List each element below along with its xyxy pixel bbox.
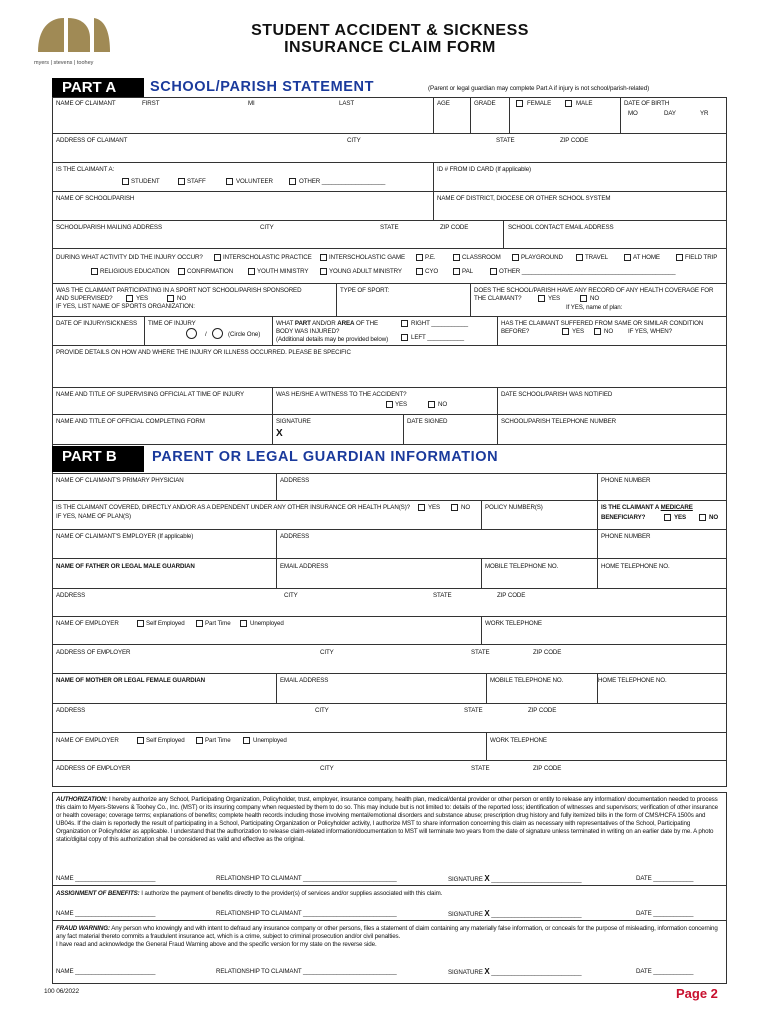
employer-phone-label: PHONE NUMBER [601, 533, 651, 540]
mailing-state-label: STATE [380, 224, 399, 231]
auth-signature-x: X [484, 874, 490, 883]
form-title-line1: STUDENT ACCIDENT & SICKNESS [251, 22, 529, 39]
assign-signature-line: ___________________________ [491, 911, 582, 918]
pal-checkbox[interactable] [453, 268, 460, 275]
sport-yes-label: YES [136, 295, 149, 302]
coverage-label-1: DOES THE SCHOOL/PARISH HAVE ANY RECORD OF ANY HEALTH COVERAGE FOR [474, 287, 714, 294]
part-a-tag: PART A [52, 78, 144, 98]
circle-one-label: (Circle One) [228, 331, 261, 338]
policy-number-label: POLICY NUMBER(S) [485, 504, 543, 511]
slash-label: / [205, 331, 207, 338]
official-label: NAME AND TITLE OF OFFICIAL COMPLETING FORM [56, 418, 205, 425]
fraud-relationship-label: RELATIONSHIP TO CLAIMANT ____________________________ [216, 968, 397, 975]
classroom-checkbox[interactable] [453, 254, 460, 261]
fraud-date-label: DATE ____________ [636, 968, 694, 975]
notified-label: DATE SCHOOL/PARISH WAS NOTIFIED [501, 391, 613, 398]
mailing-address-label: SCHOOL/PARISH MAILING ADDRESS [56, 224, 162, 231]
mother-city-label: CITY [315, 707, 329, 714]
sport-label-3: IF YES, LIST NAME OF SPORTS ORGANIZATION: [56, 303, 195, 310]
father-employer-state-label: STATE [471, 649, 490, 656]
part-b-tag: PART B [52, 446, 144, 472]
page-number: Page 2 [676, 986, 718, 1001]
mother-work-phone-label: WORK TELEPHONE [490, 737, 547, 744]
mother-address-label: ADDRESS [56, 707, 86, 714]
pe-checkbox[interactable] [416, 254, 423, 261]
mother-employer-label: NAME OF EMPLOYER [56, 737, 119, 744]
volunteer-label: VOLUNTEER [236, 178, 273, 185]
travel-label: TRAVEL [585, 254, 609, 261]
same-no-checkbox[interactable] [594, 328, 601, 335]
state-label: STATE [496, 137, 515, 144]
first-label: FIRST [142, 100, 160, 107]
body-part-ofthe: OF THE [356, 320, 378, 327]
district-label: NAME OF DISTRICT, DIOCESE OR OTHER SCHOOL SYSTEM [437, 195, 611, 202]
other-label: OTHER ___________________ [299, 178, 386, 185]
body-part-part: PART [294, 320, 311, 327]
auth-name-label: NAME ________________________ [56, 875, 156, 882]
claimant-name-label: NAME OF CLAIMANT [56, 100, 116, 107]
coverage-label-2: THE CLAIMANT? [474, 295, 522, 302]
other-checkbox[interactable] [289, 178, 296, 185]
staff-checkbox[interactable] [178, 178, 185, 185]
assignment-paragraph [56, 890, 722, 898]
assignment-head: ASSIGNMENT OF BENEFITS: [56, 890, 140, 897]
physician-address-label: ADDRESS [280, 477, 310, 484]
witness-no-label: NO [438, 401, 448, 408]
fraud-signature-x: X [484, 967, 490, 976]
same-when-label: IF YES, WHEN? [628, 328, 672, 335]
inter-game-label: INTERSCHOLASTIC GAME [329, 254, 406, 261]
auth-signature-line: ___________________________ [491, 876, 582, 883]
city-label: CITY [347, 137, 361, 144]
mother-employer-zip-label: ZIP CODE [533, 765, 562, 772]
sport-no-label: NO [177, 295, 187, 302]
form-title [180, 22, 600, 56]
young-adult-checkbox[interactable] [320, 268, 327, 275]
body-part-andor: AND/OR [312, 320, 336, 327]
female-label: FEMALE [527, 100, 552, 107]
father-mobile-label: MOBILE TELEPHONE NO. [485, 563, 559, 570]
inter-game-checkbox[interactable] [320, 254, 327, 261]
medicare-no-checkbox[interactable] [699, 514, 706, 521]
medicare-word: MEDICARE [660, 504, 693, 511]
mo-label: MO [628, 110, 638, 117]
female-checkbox[interactable] [516, 100, 523, 107]
form-title-line2: INSURANCE CLAIM FORM [284, 39, 496, 56]
at-home-checkbox[interactable] [624, 254, 631, 261]
school-phone-label: SCHOOL/PARISH TELEPHONE NUMBER [501, 418, 617, 425]
grade-label: GRADE [474, 100, 496, 107]
mi-label: MI [248, 100, 255, 107]
day-label: DAY [664, 110, 676, 117]
yr-label: YR [700, 110, 709, 117]
fraud-signature-text: SIGNATURE [448, 969, 483, 976]
father-address-label: ADDRESS [56, 592, 86, 599]
sport-yes-checkbox[interactable] [126, 295, 133, 302]
left-label: LEFT ___________ [411, 334, 464, 341]
father-employer-label: NAME OF EMPLOYER [56, 620, 119, 627]
coverage-label-3: If YES, name of plan: [566, 304, 623, 311]
injury-time-label: TIME OF INJURY [148, 320, 196, 327]
same-yes-checkbox[interactable] [562, 328, 569, 335]
confirmation-label: CONFIRMATION [187, 268, 234, 275]
left-checkbox[interactable] [401, 334, 408, 341]
medicare-yes-checkbox[interactable] [664, 514, 671, 521]
coverage-yes-checkbox[interactable] [538, 295, 545, 302]
medicare-yes-label: YES [674, 514, 687, 521]
mother-part-checkbox[interactable] [196, 737, 203, 744]
claimant-address-label: ADDRESS OF CLAIMANT [56, 137, 128, 144]
assignment-text: I authorize the payment of benefits directly to the provider(s) of services and/or supplies associated with this claim. [141, 890, 443, 897]
pm-circle-icon[interactable] [212, 328, 223, 339]
inter-practice-checkbox[interactable] [214, 254, 221, 261]
medicare-label-1 [601, 504, 693, 511]
father-employer-address-label: ADDRESS OF EMPLOYER [56, 649, 131, 656]
father-self-label: Self Employed [146, 620, 185, 627]
activity-other-label: OTHER ______________________________________________ [499, 268, 676, 275]
employer-address-label: ADDRESS [280, 533, 310, 540]
authorization-text: I hereby authorize any School, Participating Organization, Policyholder, trust, employer, insurance company, health plan, medical/dental provider or other person or entity to release any information/ documentation needed to process this claim to Myers-Stevens & Toohey Co., Inc. (MST) or its insuring company when requested by them to do so. This may include but is not limited to: details of the reported loss; identification of witnesses and supervisors; verification of other insurance or health coverage; coverage terms; explanations of benefits; complete health records including those involving mental/emotional disorders and substance abuse; prescription drug history and fully itemized bills in the form of CMS/HCFA 1500s and UB04s. If the claim is reportedly the result of participating in a School, Participating Organization or Policyholder activity, I authorize MST to share information concerning this claim as necessary with representatives of the School, Participating Organization or Policyholder as applicable. I understand that the authorization to release claim-related information/documentation to MST will terminate two years from the date of signature unless terminated in writing on an earlier date by me. A photo static/digital copy of this authorization shall be considered as valid and effective as the original. [56, 796, 718, 843]
covered-yes-label: YES [428, 504, 441, 511]
sport-no-checkbox[interactable] [167, 295, 174, 302]
male-label: MALE [576, 100, 593, 107]
employer-label: NAME OF CLAIMANT'S EMPLOYER (If applicable) [56, 533, 194, 540]
father-unemployed-label: Unemployed [250, 620, 284, 627]
logo-text: myers | stevens | toohey [34, 60, 94, 66]
at-home-label: AT HOME [633, 254, 660, 261]
assign-signature-text: SIGNATURE [448, 911, 483, 918]
covered-label-2: IF YES, NAME OF PLAN(S) [56, 513, 131, 520]
fraud-signature-label [448, 968, 581, 976]
right-label: RIGHT ___________ [411, 320, 469, 327]
mother-employer-address-label: ADDRESS OF EMPLOYER [56, 765, 131, 772]
same-yes-label: YES [572, 328, 585, 335]
is-claimant-label: IS THE CLAIMANT A: [56, 166, 115, 173]
details-label: PROVIDE DETAILS ON HOW AND WHERE THE INJURY OR ILLNESS OCCURRED. PLEASE BE SPECIFIC [56, 349, 351, 356]
mother-unemployed-label: Unemployed [253, 737, 287, 744]
signature-label: SIGNATURE [276, 418, 311, 425]
part-b-title: PARENT OR LEGAL GUARDIAN INFORMATION [152, 449, 499, 465]
fraud-name-label: NAME ________________________ [56, 968, 156, 975]
cyo-checkbox[interactable] [416, 268, 423, 275]
field-trip-checkbox[interactable] [676, 254, 683, 261]
mother-name-label: NAME OF MOTHER OR LEGAL FEMALE GUARDIAN [56, 677, 205, 684]
religious-checkbox[interactable] [91, 268, 98, 275]
confirmation-checkbox[interactable] [178, 268, 185, 275]
fraud-signature-line: ___________________________ [491, 969, 582, 976]
playground-checkbox[interactable] [512, 254, 519, 261]
date-signed-label: DATE SIGNED [407, 418, 448, 425]
volunteer-checkbox[interactable] [226, 178, 233, 185]
father-zip-label: ZIP CODE [497, 592, 526, 599]
mother-self-label: Self Employed [146, 737, 185, 744]
staff-label: STAFF [187, 178, 206, 185]
body-part-label-2: BODY WAS INJURED? [276, 328, 340, 335]
logo [34, 12, 114, 64]
same-condition-label-2: BEFORE? [501, 328, 530, 335]
body-part-label-3: (Additional details may be provided below) [276, 336, 389, 343]
last-label: LAST [339, 100, 355, 107]
school-name-label: NAME OF SCHOOL/PARISH [56, 195, 135, 202]
injury-date-label: DATE OF INJURY/SICKNESS [56, 320, 138, 327]
auth-signature-label [448, 875, 581, 883]
father-self-checkbox[interactable] [137, 620, 144, 627]
covered-yes-checkbox[interactable] [418, 504, 425, 511]
activity-other-checkbox[interactable] [490, 268, 497, 275]
inter-practice-label: INTERSCHOLASTIC PRACTICE [223, 254, 312, 261]
age-label: AGE [437, 100, 450, 107]
physician-phone-label: PHONE NUMBER [601, 477, 651, 484]
mother-mobile-label: MOBILE TELEPHONE NO. [490, 677, 564, 684]
authorization-head: AUTHORIZATION: [56, 796, 108, 803]
field-trip-label: FIELD TRIP [685, 254, 718, 261]
body-part-area: AREA [337, 320, 355, 327]
male-checkbox[interactable] [565, 100, 572, 107]
pal-label: PAL [462, 268, 473, 275]
part-a-title: SCHOOL/PARISH STATEMENT [150, 79, 375, 95]
youth-label: YOUTH MINISTRY [257, 268, 309, 275]
auth-signature-text: SIGNATURE [448, 876, 483, 883]
authorization-paragraph [56, 796, 722, 844]
assign-relationship-label: RELATIONSHIP TO CLAIMANT ____________________________ [216, 910, 397, 917]
young-adult-label: YOUNG ADULT MINISTRY [329, 268, 402, 275]
father-city-label: CITY [284, 592, 298, 599]
medicare-label-2: BENEFICIARY? [601, 514, 646, 521]
covered-no-checkbox[interactable] [451, 504, 458, 511]
auth-relationship-label: RELATIONSHIP TO CLAIMANT ____________________________ [216, 875, 397, 882]
mother-employer-state-label: STATE [471, 765, 490, 772]
physician-label: NAME OF CLAIMANT'S PRIMARY PHYSICIAN [56, 477, 184, 484]
mother-unemployed-checkbox[interactable] [243, 737, 250, 744]
mother-home-label: HOME TELEPHONE NO. [598, 677, 667, 684]
assign-date-label: DATE ____________ [636, 910, 694, 917]
sport-label-1: WAS THE CLAIMANT PARTICIPATING IN A SPORT NOT SCHOOL/PARISH SPONSORED [56, 287, 302, 294]
father-state-label: STATE [433, 592, 452, 599]
same-condition-label-1: HAS THE CLAIMANT SUFFERED FROM SAME OR SIMILAR CONDITION [501, 320, 704, 327]
supervising-label: NAME AND TITLE OF SUPERVISING OFFICIAL AT TIME OF INJURY [56, 391, 245, 398]
father-unemployed-checkbox[interactable] [240, 620, 247, 627]
right-checkbox[interactable] [401, 320, 408, 327]
father-home-label: HOME TELEPHONE NO. [601, 563, 670, 570]
father-part-checkbox[interactable] [196, 620, 203, 627]
sport-type-label: TYPE OF SPORT: [340, 287, 390, 294]
classroom-label: CLASSROOM [462, 254, 501, 261]
fraud-text: Any person who knowingly and with intent to defraud any insurance company or other persons, files a statement of claim containing any materially false information, or conceals for the purpose of misleading, information concerning any fact material thereto commits a fraudulent insurance act, which is a crime, subject to criminal prosecution and/or civil penalties. [56, 925, 718, 940]
witness-label: WAS HE/SHE A WITNESS TO THE ACCIDENT? [276, 391, 407, 398]
zip-label: ZIP CODE [560, 137, 589, 144]
medicare-prefix: IS THE CLAIMANT A [601, 504, 659, 511]
father-work-phone-label: WORK TELEPHONE [485, 620, 542, 627]
id-card-label: ID # FROM ID CARD (If applicable) [437, 166, 532, 173]
travel-checkbox[interactable] [576, 254, 583, 261]
body-part-label [276, 320, 378, 327]
body-part-what: WHAT [276, 320, 294, 327]
fraud-head: FRAUD WARNING: [56, 925, 110, 932]
auth-date-label: DATE ____________ [636, 875, 694, 882]
student-label: STUDENT [131, 178, 160, 185]
assign-name-label: NAME ________________________ [56, 910, 156, 917]
medicare-no-label: NO [709, 514, 719, 521]
signature-x: X [276, 428, 283, 439]
father-email-label: EMAIL ADDRESS [280, 563, 329, 570]
mother-employer-city-label: CITY [320, 765, 334, 772]
religious-label: RELIGIOUS EDUCATION [100, 268, 170, 275]
mother-state-label: STATE [464, 707, 483, 714]
witness-no-checkbox[interactable] [428, 401, 435, 408]
mother-email-label: EMAIL ADDRESS [280, 677, 329, 684]
mailing-zip-label: ZIP CODE [440, 224, 469, 231]
father-employer-zip-label: ZIP CODE [533, 649, 562, 656]
mother-self-checkbox[interactable] [137, 737, 144, 744]
logo-mark-icon [34, 12, 114, 54]
fraud-paragraph [56, 925, 722, 949]
fraud-text-2: I have read and acknowledge the General Fraud Warning above and the specific version for my state on the reverse side. [56, 941, 377, 948]
mailing-city-label: CITY [260, 224, 274, 231]
father-employer-city-label: CITY [320, 649, 334, 656]
father-part-label: Part Time [205, 620, 231, 627]
form-code: 100 06/2022 [44, 988, 80, 995]
covered-no-label: NO [461, 504, 471, 511]
same-no-label: NO [604, 328, 614, 335]
covered-label-1: IS THE CLAIMANT COVERED, DIRECTLY AND/OR AS A DEPENDENT UNDER ANY OTHER INSURANCE OR HEALTH PLAN(S)? [56, 504, 410, 511]
coverage-no-label: NO [590, 295, 600, 302]
dob-label: DATE OF BIRTH [624, 100, 670, 107]
contact-email-label: SCHOOL CONTACT EMAIL ADDRESS [508, 224, 614, 231]
witness-yes-checkbox[interactable] [386, 401, 393, 408]
coverage-yes-label: YES [548, 295, 561, 302]
father-name-label: NAME OF FATHER OR LEGAL MALE GUARDIAN [56, 563, 195, 570]
sport-label-2: AND SUPERVISED? [56, 295, 113, 302]
mother-zip-label: ZIP CODE [528, 707, 557, 714]
witness-yes-label: YES [395, 401, 408, 408]
pe-label: P.E. [425, 254, 436, 261]
playground-label: PLAYGROUND [521, 254, 563, 261]
coverage-no-checkbox[interactable] [580, 295, 587, 302]
assign-signature-label [448, 910, 581, 918]
part-a-note: (Parent or legal guardian may complete Part A if injury is not school/parish-related) [428, 85, 650, 92]
activity-label: DURING WHAT ACTIVITY DID THE INJURY OCCUR? [56, 254, 203, 261]
mother-part-label: Part Time [205, 737, 231, 744]
am-circle-icon[interactable] [186, 328, 197, 339]
cyo-label: CYO [425, 268, 439, 275]
youth-checkbox[interactable] [248, 268, 255, 275]
assign-signature-x: X [484, 909, 490, 918]
student-checkbox[interactable] [122, 178, 129, 185]
